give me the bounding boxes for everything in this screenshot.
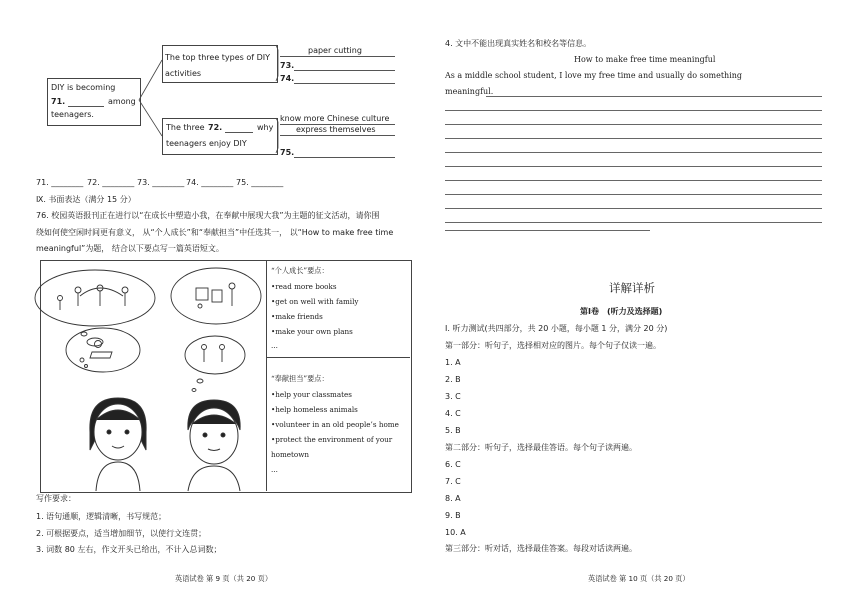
blank-72-number: 72. xyxy=(208,123,223,132)
answer-1: 1. A xyxy=(445,358,461,367)
personal-growth-item-2: •get on well with family xyxy=(271,297,359,306)
girl-student-icon xyxy=(90,398,146,491)
contribution-title: “奉献担当”要点： xyxy=(271,374,329,383)
requirement-2: 2. 可根据要点，适当增加细节，以使行文连贯； xyxy=(36,529,207,538)
writing-line xyxy=(445,124,822,125)
contribution-item-3: •volunteer in an old people’s home xyxy=(271,420,399,429)
footer-right: 英语试卷 第 10 页（共 20 页） xyxy=(588,574,690,583)
personal-growth-item-3: •make friends xyxy=(271,312,323,321)
bottom-box-the-three: The three xyxy=(166,123,205,132)
main-box-line1: DIY is becoming xyxy=(51,83,116,92)
thought-bubble-help-icon xyxy=(171,268,261,392)
writing-line xyxy=(445,166,822,167)
bottom-box-why: why xyxy=(257,123,274,132)
writing-line xyxy=(445,208,822,209)
q76-line3: meaningful”为题， 结合以下要点写一篇英语短文。 xyxy=(36,244,224,253)
q76-line1: 76. 校园英语报刊正在进行以“在成长中塑造小我，在奉献中展现大我”为主题的征文活动，请你围 xyxy=(36,211,380,220)
contribution-item-4: •protect the environment of your xyxy=(271,435,393,444)
blank-75-number: 75. xyxy=(280,148,295,157)
contribution-item-2: •help homeless animals xyxy=(271,405,358,414)
answer-5: 5. B xyxy=(445,426,461,435)
writing-line xyxy=(445,230,650,231)
answer-3: 3. C xyxy=(445,392,461,401)
bottom-box-line2: teenagers enjoy DIY xyxy=(166,139,247,148)
answer-10: 10. A xyxy=(445,528,466,537)
writing-line xyxy=(445,152,822,153)
boy-student-icon xyxy=(188,400,240,491)
blank-74-number: 74. xyxy=(280,74,295,83)
writing-line xyxy=(445,180,822,181)
answer-6: 6. C xyxy=(445,460,461,469)
essay-line2: meaningful. xyxy=(445,87,494,96)
requirement-4: 4. 文中不能出现真实姓名和校名等信息。 xyxy=(445,39,592,48)
essay-start: As a middle school student, I love my free time and usually do something xyxy=(445,71,743,80)
writing-line xyxy=(445,222,822,223)
writing-line xyxy=(486,96,822,97)
part-b-title: 第二部分：听句子，选择最佳答语。每个句子读两遍。 xyxy=(445,443,637,452)
writing-line xyxy=(445,110,822,111)
answer-9: 9. B xyxy=(445,511,461,520)
contribution-item-6: ... xyxy=(271,465,278,474)
listening-title: Ⅰ. 听力测试(共四部分，共 20 小题，每小题 1 分，满分 20 分) xyxy=(445,324,668,333)
personal-growth-item-1: •read more books xyxy=(271,282,337,291)
item-express-themselves: express themselves xyxy=(296,125,376,134)
part-c-title: 第三部分：听对话，选择最佳答案。每段对话读两遍。 xyxy=(445,544,637,553)
answer-72: 72. ________ xyxy=(87,178,135,187)
answer-section-title: 详解详析 xyxy=(609,281,655,295)
part-a-title: 第一部分：听句子，选择相对应的图片。每个句子仅读一遍。 xyxy=(445,341,661,350)
contribution-item-5: hometown xyxy=(271,450,310,459)
q76-line2: 绕如何使空闲时间更有意义， 从“个人成长”和“奉献担当”中任选其一， 以“How to make free time xyxy=(36,228,394,237)
answer-8: 8. A xyxy=(445,494,461,503)
requirement-1: 1. 语句通顺，逻辑清晰，书写规范； xyxy=(36,512,167,521)
answer-2: 2. B xyxy=(445,375,461,384)
answer-4: 4. C xyxy=(445,409,461,418)
part1-title: 第Ⅰ卷 (听力及选择题) xyxy=(580,307,663,316)
thought-bubble-study-icon xyxy=(66,328,140,372)
answer-7: 7. C xyxy=(445,477,461,486)
footer-left: 英语试卷 第 9 页（共 20 页） xyxy=(175,574,273,583)
personal-growth-title: “个人成长”要点： xyxy=(271,266,329,275)
blank-73-number: 73. xyxy=(280,61,295,70)
top-box-line2: activities xyxy=(165,69,202,78)
thought-bubble-play-icon xyxy=(35,270,155,346)
essay-title: How to make free time meaningful xyxy=(574,55,716,64)
section-9-title: Ⅸ. 书面表达（满分 15 分） xyxy=(36,195,136,204)
main-box-among: among xyxy=(108,97,136,106)
answer-73: 73. ________ xyxy=(137,178,185,187)
answer-71: 71. ________ xyxy=(36,178,84,187)
top-box-line1: The top three types of DIY xyxy=(165,53,271,62)
answer-75: 75. ________ xyxy=(236,178,284,187)
item-paper-cutting: paper cutting xyxy=(308,46,362,55)
requirement-3: 3. 词数 80 左右，作文开头已给出，不计入总词数； xyxy=(36,545,222,554)
requirements-title: 写作要求： xyxy=(36,494,76,503)
writing-line xyxy=(445,194,822,195)
item-know-more-culture: know more Chinese culture xyxy=(280,114,390,123)
contribution-item-1: •help your classmates xyxy=(271,390,352,399)
blank-71-number: 71. xyxy=(51,97,66,106)
personal-growth-item-4: •make your own plans xyxy=(271,327,353,336)
main-box-line3: teenagers. xyxy=(51,110,94,119)
answer-74: 74. ________ xyxy=(186,178,234,187)
writing-line xyxy=(445,138,822,139)
personal-growth-item-5: ... xyxy=(271,341,278,350)
